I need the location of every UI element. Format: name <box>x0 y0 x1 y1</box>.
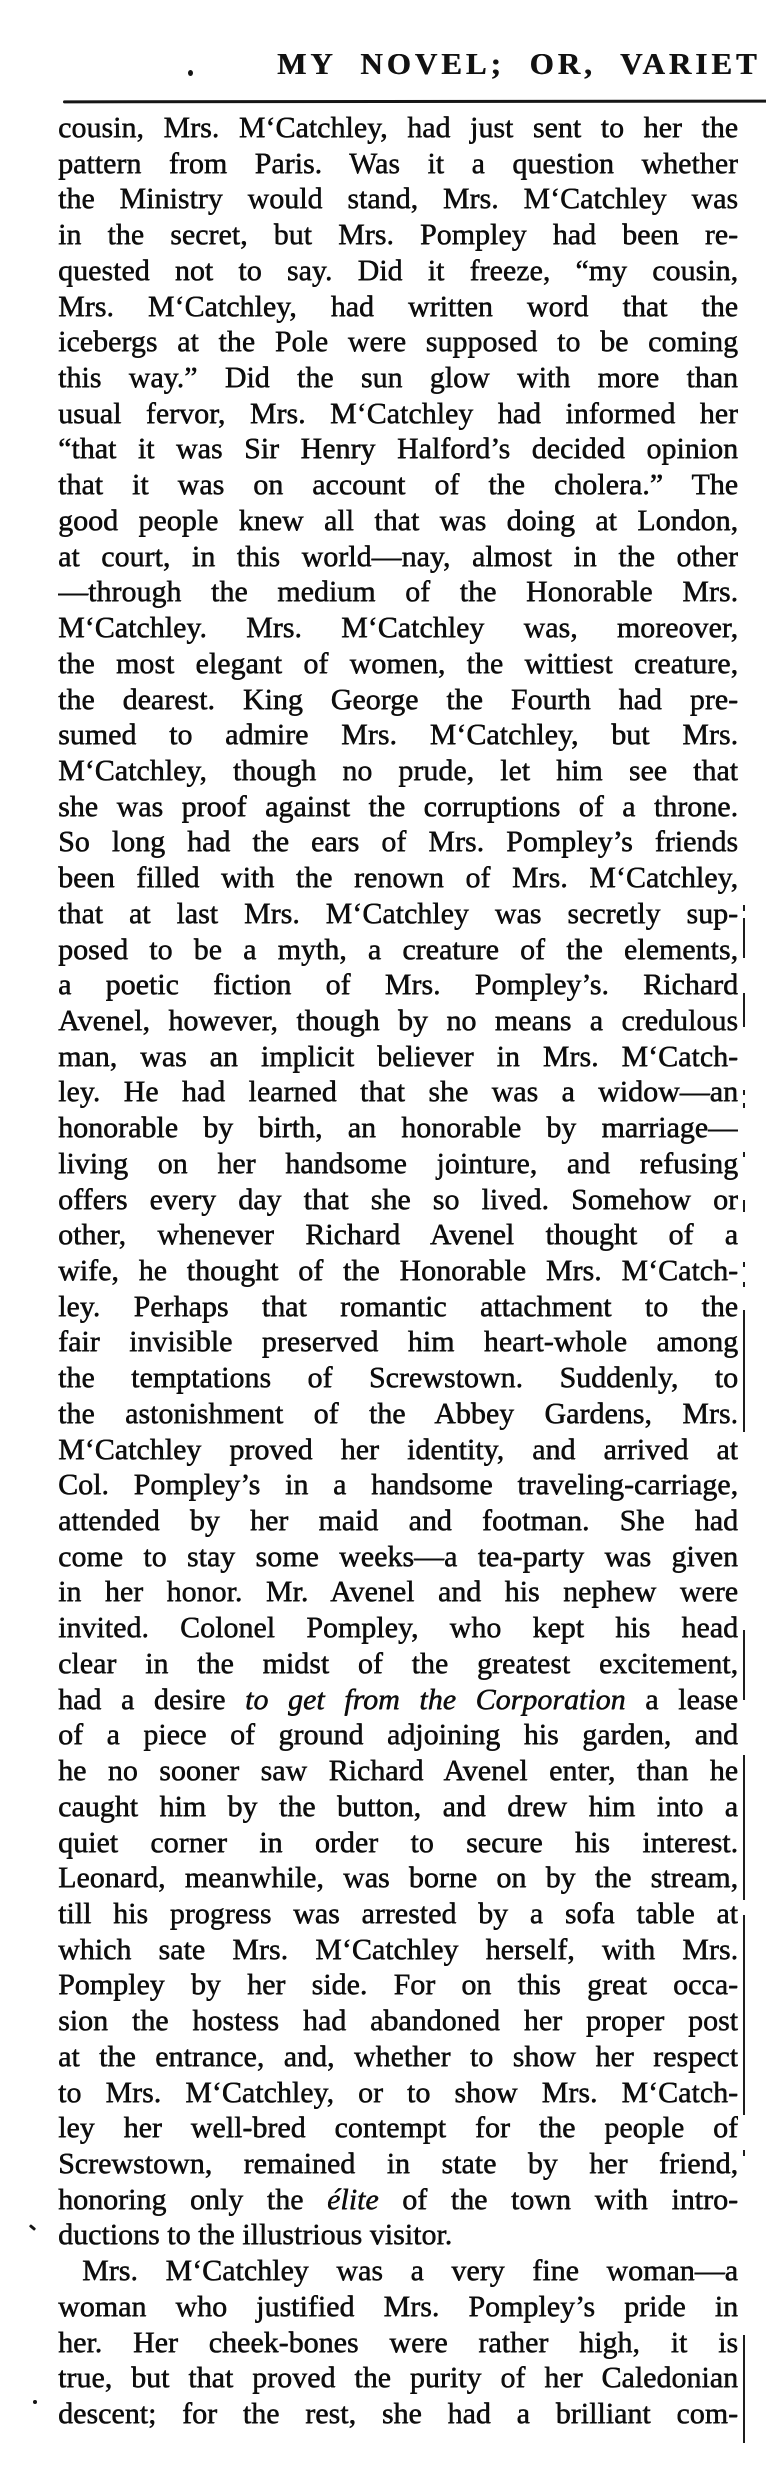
text-line: Leonard, meanwhile, was borne on by the stream, <box>58 1861 738 1895</box>
text-line: other, whenever Richard Avenel thought of a <box>58 1218 738 1252</box>
column-rule-segment <box>743 905 745 911</box>
text-line: invited. Colonel Pompley, who kept his head <box>58 1611 738 1645</box>
column-rule-segment <box>743 1103 745 1108</box>
text-line: caught him by the button, and drew him into a <box>58 1789 738 1823</box>
text-line: attended by her maid and footman. She had <box>58 1504 738 1538</box>
column-rule-segment <box>743 1090 745 1095</box>
paragraph <box>58 2253 738 2432</box>
text-line: come to stay some weeks—a tea-party was given <box>58 1539 738 1573</box>
text-line: pattern from Paris. Was it a question whether <box>58 146 738 180</box>
column-rule-segment <box>743 1262 745 1267</box>
text-column <box>58 110 738 2432</box>
text-line: she was proof against the corruptions of a throne. <box>58 789 738 823</box>
text-line: that at last Mrs. M‘Catchley was secretly sup- <box>58 896 738 930</box>
header-rule <box>63 100 766 104</box>
text-line: at the entrance, and, whether to show her respect <box>58 2039 738 2073</box>
text-line: honorable by birth, an honorable by marriage— <box>58 1111 738 1145</box>
text-line: been filled with the renown of Mrs. M‘Catchley, <box>58 861 738 895</box>
text-line: ley her well-bred contempt for the people of <box>58 2111 738 2145</box>
text-line: M‘Catchley. Mrs. M‘Catchley was, moreover, <box>58 611 738 645</box>
column-rule-segment <box>743 2150 745 2156</box>
text-line: icebergs at the Pole were supposed to be coming <box>58 325 738 359</box>
text-line: true, but that proved the purity of her Caledonian <box>58 2361 738 2395</box>
text-line: “that it was Sir Henry Halford’s decided opinion <box>58 432 738 466</box>
text-line: a poetic fiction of Mrs. Pompley’s. Richard <box>58 968 738 1002</box>
column-rule-segment <box>743 1630 745 1700</box>
text-line: the most elegant of women, the wittiest creature, <box>58 646 738 680</box>
text-line: good people knew all that was doing at London, <box>58 503 738 537</box>
text-line: clear in the midst of the greatest excitement, <box>58 1646 738 1680</box>
text-line: Col. Pompley’s in a handsome traveling-carriage, <box>58 1468 738 1502</box>
column-rule-segment <box>743 1282 745 1287</box>
text-line: So long had the ears of Mrs. Pompley’s friends <box>58 825 738 859</box>
text-line: ley. Perhaps that romantic attachment to the <box>58 1289 738 1323</box>
text-line: the Ministry would stand, Mrs. M‘Catchley was <box>58 182 738 216</box>
ink-speck <box>188 70 193 76</box>
text-line: descent; for the rest, she had a brilliant com- <box>58 2397 738 2430</box>
text-line: the astonishment of the Abbey Gardens, Mrs. <box>58 1396 738 1430</box>
text-line: usual fervor, Mrs. M‘Catchley had informed her <box>58 396 738 430</box>
text-line: he no sooner saw Richard Avenel enter, than he <box>58 1754 738 1788</box>
text-line: Screwstown, remained in state by her friend, <box>58 2146 738 2180</box>
text-line: sion the hostess had abandoned her proper post <box>58 2004 738 2038</box>
text-line: honoring only the élite of the town with intro- <box>58 2182 738 2216</box>
column-rule-segment <box>743 1310 745 1432</box>
text-line: the temptations of Screwstown. Suddenly, to <box>58 1361 738 1395</box>
text-line: —through the medium of the Honorable Mrs. <box>58 575 738 609</box>
text-line: quested not to say. Did it freeze, “my cousin, <box>58 253 738 287</box>
text-line: offers every day that she so lived. Somehow or <box>58 1182 738 1216</box>
running-title: MY NOVEL; OR, VARIET <box>277 46 761 81</box>
text-line: M‘Catchley proved her identity, and arrived at <box>58 1432 738 1466</box>
text-line: ley. He had learned that she was a widow—an <box>58 1075 738 1109</box>
text-line: Pompley by her side. For on this great occa- <box>58 1968 738 2002</box>
text-line: to Mrs. M‘Catchley, or to show Mrs. M‘Catch- <box>58 2075 738 2109</box>
text-line: her. Her cheek-bones were rather high, it is <box>58 2325 738 2359</box>
text-line: of a piece of ground adjoining his garden, and <box>58 1718 738 1752</box>
column-rule-segment <box>743 993 745 1027</box>
text-line: wife, he thought of the Honorable Mrs. M‘Catch- <box>58 1254 738 1287</box>
ink-speck <box>29 2224 36 2231</box>
text-line: Avenel, however, though by no means a credulous <box>58 1003 738 1037</box>
column-rule-segment <box>743 1915 745 2115</box>
text-line: had a desire to get from the Corporation a lease <box>58 1682 738 1716</box>
text-line: quiet corner in order to secure his interest. <box>58 1825 738 1859</box>
text-line: this way.” Did the sun glow with more than <box>58 361 738 395</box>
text-line: woman who justified Mrs. Pompley’s pride in <box>58 2289 738 2323</box>
text-line: posed to be a myth, a creature of the elements, <box>58 932 738 966</box>
ink-speck <box>33 2400 37 2404</box>
text-line: ductions to the illustrious visitor. <box>58 2218 453 2252</box>
text-line: which sate Mrs. M‘Catchley herself, with Mrs. <box>58 1932 738 1966</box>
text-line: M‘Catchley, though no prude, let him see that <box>58 753 738 787</box>
text-line: that it was on account of the cholera.” The <box>58 468 738 502</box>
text-line: cousin, Mrs. M‘Catchley, had just sent to her the <box>58 111 738 144</box>
text-line: Mrs. M‘Catchley was a very fine woman—a <box>82 2254 738 2288</box>
text-line: Mrs. M‘Catchley, had written word that the <box>58 289 738 323</box>
text-line: in her honor. Mr. Avenel and his nephew were <box>58 1575 738 1609</box>
text-line: in the secret, but Mrs. Pompley had been re- <box>58 218 738 252</box>
column-rule-segment <box>743 2335 745 2443</box>
text-line: sumed to admire Mrs. M‘Catchley, but Mrs. <box>58 718 738 752</box>
column-rule-segment <box>743 1200 745 1212</box>
text-line: at court, in this world—nay, almost in the other <box>58 539 738 573</box>
text-line: fair invisible preserved him heart-whole among <box>58 1325 738 1359</box>
text-line: till his progress was arrested by a sofa table at <box>58 1896 738 1930</box>
text-line: the dearest. King George the Fourth had pre- <box>58 682 738 716</box>
text-line: man, was an implicit believer in Mrs. M‘Catch- <box>58 1039 738 1073</box>
paragraph <box>58 110 738 2253</box>
column-rule-segment <box>743 1755 745 1900</box>
column-rule-segment <box>743 1152 745 1157</box>
column-rule-segment <box>743 918 745 958</box>
text-line: living on her handsome jointure, and refusing <box>58 1146 738 1180</box>
